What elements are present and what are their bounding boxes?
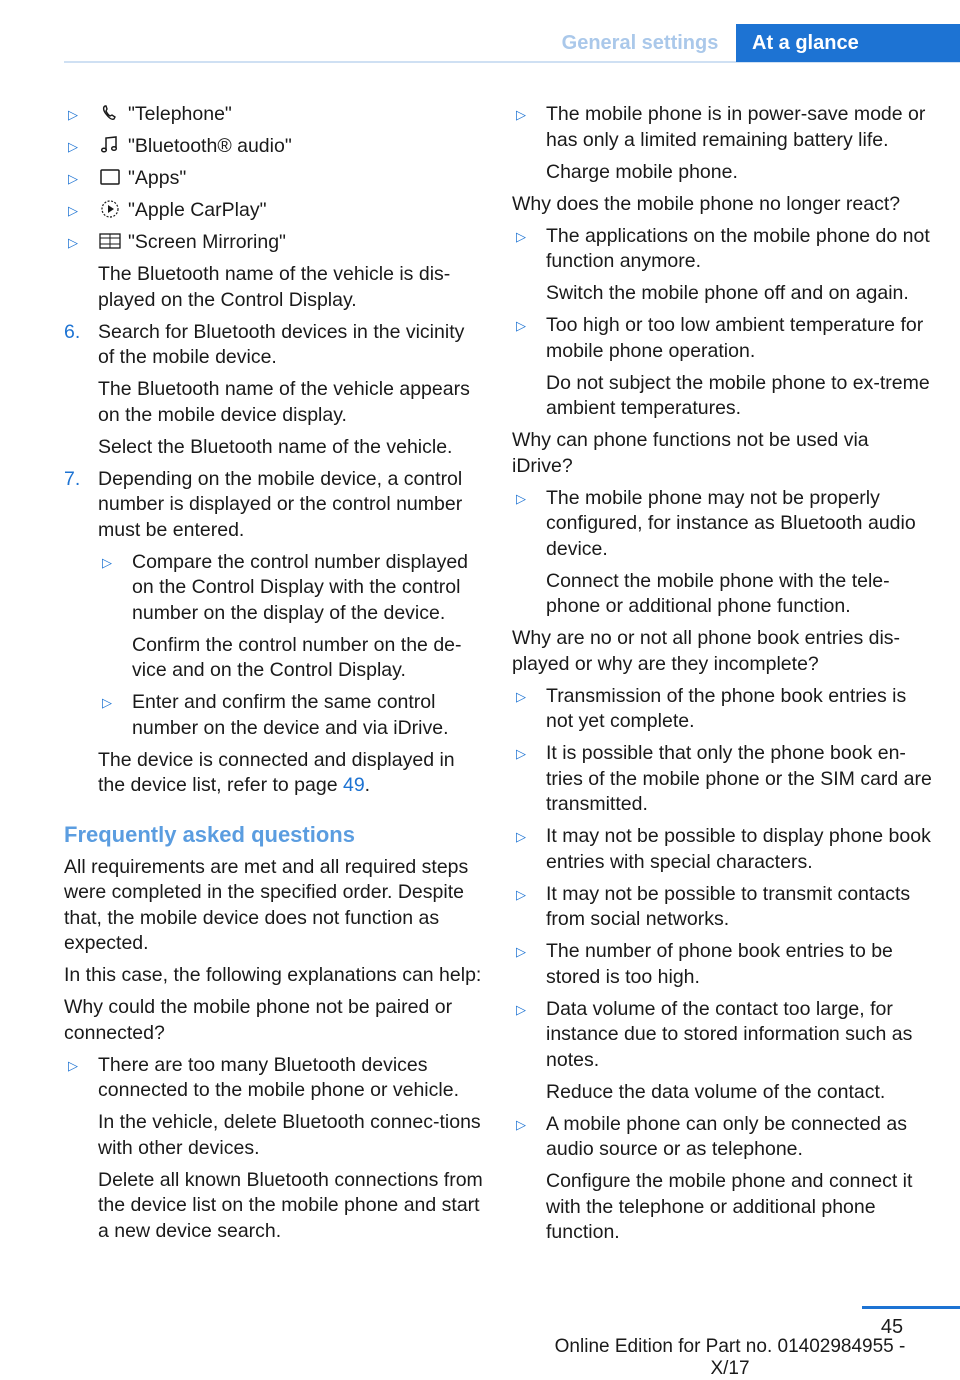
question: Why can phone functions not be used via iDrive? xyxy=(512,429,869,477)
step-text: Depending on the mobile device, a control number is displayed or the control number must be entered. xyxy=(98,467,463,541)
answer-note: Delete all known Bluetooth connections from the device list on the mobile phone and start a new device search. xyxy=(98,1168,483,1242)
answer-bullet xyxy=(512,824,932,875)
step-number: 6. xyxy=(64,320,81,343)
menu-item-carplay xyxy=(64,198,484,224)
step-6 xyxy=(64,320,484,371)
answer-bullet xyxy=(512,882,932,933)
bullet-triangle-icon: ▷ xyxy=(516,318,526,333)
carplay-icon xyxy=(98,199,122,219)
step-6-note-2: Select the Bluetooth name of the vehicle. xyxy=(98,435,453,458)
bullet-triangle-icon: ▷ xyxy=(68,107,78,122)
menu-item-bluetooth-audio xyxy=(64,134,484,160)
step-7-result xyxy=(98,748,484,799)
telephone-icon xyxy=(98,103,122,123)
bullet-triangle-icon: ▷ xyxy=(516,1001,526,1017)
bullet-triangle-icon: ▷ xyxy=(516,886,526,902)
answer-bullet xyxy=(512,997,932,1074)
chapter-tab: At a glance xyxy=(736,24,960,62)
answer-note: Configure the mobile phone and connect it with the telephone or additional phone function. xyxy=(546,1170,913,1243)
bullet-text: There are too many Bluetooth devices connected to the mobile phone or vehicle. xyxy=(98,1053,459,1101)
answer-bullet xyxy=(512,741,932,818)
bullet-text: Data volume of the contact too large, for instance due to stored information such as notes. xyxy=(546,997,913,1071)
menu-item-label: "Screen Mirroring" xyxy=(128,231,286,253)
menu-item-apps xyxy=(64,166,484,192)
menu-item-label: "Apps" xyxy=(128,167,187,189)
bullet-triangle-icon: ▷ xyxy=(68,203,78,218)
bullet-triangle-icon: ▷ xyxy=(68,235,78,250)
answer-note: Switch the mobile phone off and on again. xyxy=(546,282,909,304)
bullet-text: Compare the control number displayed on the Control Display with the control number on the display of the device. xyxy=(132,550,469,624)
bullet-triangle-icon: ▷ xyxy=(68,171,78,186)
bullet-triangle-icon: ▷ xyxy=(516,688,526,704)
menu-item-label: "Apple CarPlay" xyxy=(128,199,267,221)
step-7 xyxy=(64,467,484,544)
faq-heading: Frequently asked questions xyxy=(64,821,355,847)
apps-icon xyxy=(98,167,122,187)
result-text-end: . xyxy=(364,774,371,796)
bullet-triangle-icon: ▷ xyxy=(102,695,112,710)
bullet-triangle-icon: ▷ xyxy=(516,829,526,844)
question: Why does the mobile phone no longer react? xyxy=(512,192,901,215)
menu-item-label: "Telephone" xyxy=(128,103,232,125)
answer-bullet xyxy=(64,1053,484,1104)
bullet-text: The mobile phone is in power-save mode or has only a limited remaining battery life. xyxy=(546,103,926,151)
bullet-text: The number of phone book entries to be stored is too high. xyxy=(546,940,893,988)
bullet-triangle-icon: ▷ xyxy=(68,139,78,154)
answer-bullet xyxy=(512,1112,932,1163)
left-column xyxy=(64,102,484,1251)
right-column xyxy=(512,102,932,1252)
page-number: 45 xyxy=(880,1316,904,1338)
bullet-triangle-icon: ▷ xyxy=(516,107,526,122)
bullet-text: The mobile phone may not be properly configured, for instance as Bluetooth audio device. xyxy=(546,486,916,560)
answer-bullet xyxy=(512,313,932,364)
step-6-note-1: The Bluetooth name of the vehicle appears on the mobile device display. xyxy=(98,378,470,426)
menu-item-telephone xyxy=(64,102,484,128)
bullet-text: Enter and confirm the same control number on the device and via iDrive. xyxy=(132,691,449,739)
answer-bullet xyxy=(512,684,932,735)
edition-note: Online Edition for Part no. 01402984955 - X/17 xyxy=(554,1336,906,1379)
faq-intro-2: In this case, the following explanations can help: xyxy=(64,964,482,986)
step-number: 7. xyxy=(64,467,81,490)
answer-bullet xyxy=(512,224,932,275)
step-7-bullet-1-note: Confirm the control number on the de-vice and on the Control Display. xyxy=(132,633,462,681)
music-note-icon xyxy=(98,135,122,155)
bullet-text: A mobile phone can only be connected as audio source or as telephone. xyxy=(546,1112,908,1160)
question: Why are no or not all phone book entries dis-played or why are they incomplete? xyxy=(512,627,901,675)
step-7-bullet-2 xyxy=(98,690,484,741)
bullet-text: It is possible that only the phone book en-tries of the mobile phone or the SIM card are transmitted. xyxy=(546,742,932,815)
bullet-triangle-icon: ▷ xyxy=(68,1057,78,1073)
bullet-triangle-icon: ▷ xyxy=(102,554,112,570)
answer-bullet xyxy=(512,102,932,153)
step-text: Search for Bluetooth devices in the vicinity of the mobile device. xyxy=(98,320,465,368)
bullet-triangle-icon: ▷ xyxy=(516,490,526,506)
footer-rule xyxy=(862,1306,960,1309)
answer-note: Connect the mobile phone with the tele-phone or additional phone function. xyxy=(546,569,890,617)
answer-bullet xyxy=(512,939,932,990)
page-link[interactable]: 49 xyxy=(342,774,365,796)
bullet-text: The applications on the mobile phone do not function anymore. xyxy=(546,224,930,272)
step-7-bullet-1 xyxy=(98,550,484,627)
answer-note: Charge mobile phone. xyxy=(546,160,738,183)
faq-intro: All requirements are met and all required steps were completed in the specified order. Despite that, the mobile device does not function as expected. xyxy=(64,855,469,954)
bullet-triangle-icon: ▷ xyxy=(516,228,526,244)
screen-mirroring-icon xyxy=(98,231,122,251)
bullet-triangle-icon: ▷ xyxy=(516,746,526,761)
bluetooth-name-note: The Bluetooth name of the vehicle is dis-played on the Control Display. xyxy=(98,263,451,311)
menu-item-label: "Bluetooth® audio" xyxy=(128,135,292,157)
answer-note: Do not subject the mobile phone to ex-treme ambient temperatures. xyxy=(546,371,930,419)
menu-item-screen-mirroring xyxy=(64,230,484,256)
answer-note: Reduce the data volume of the contact. xyxy=(546,1080,886,1103)
bullet-triangle-icon: ▷ xyxy=(516,1116,526,1132)
answer-note: In the vehicle, delete Bluetooth connec-tions with other devices. xyxy=(98,1111,481,1159)
answer-bullet xyxy=(512,486,932,563)
bullet-triangle-icon: ▷ xyxy=(516,944,526,959)
question: Why could the mobile phone not be paired or connected? xyxy=(64,996,453,1044)
bullet-text: It may not be possible to transmit contacts from social networks. xyxy=(546,882,911,930)
bullet-text: It may not be possible to display phone book entries with special characters. xyxy=(546,825,931,873)
bullet-text: Transmission of the phone book entries is not yet complete. xyxy=(546,684,907,732)
bullet-text: Too high or too low ambient temperature for mobile phone operation. xyxy=(546,314,924,362)
result-text: The device is connected and displayed in the device list, refer to page xyxy=(98,748,455,796)
section-label: General settings xyxy=(561,32,719,54)
